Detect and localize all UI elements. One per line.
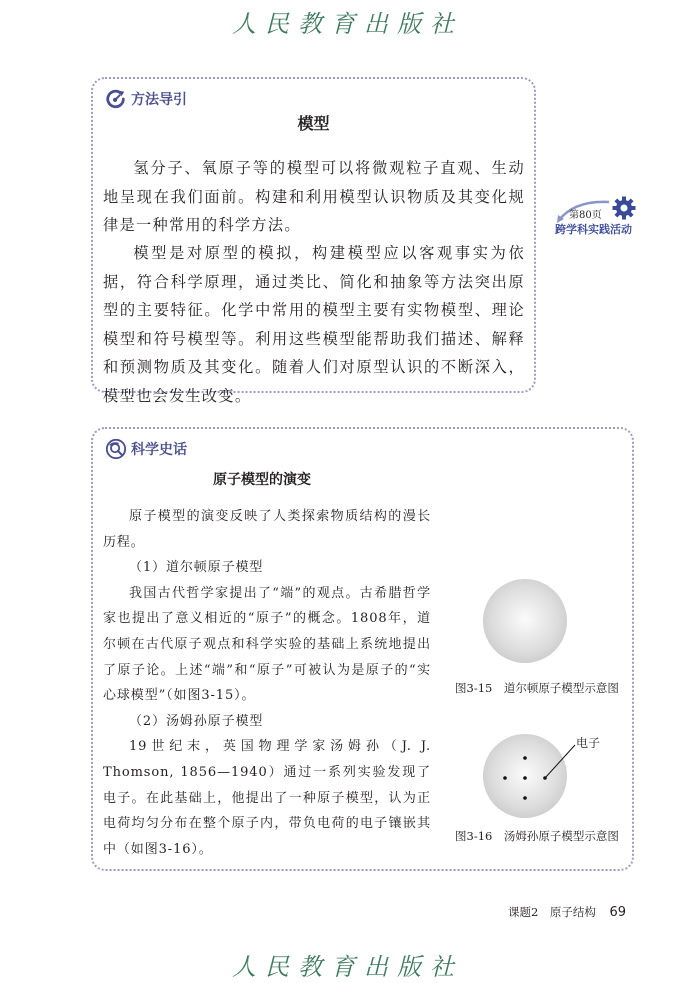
gear-icon xyxy=(612,196,636,220)
science-history-tag xyxy=(105,438,187,460)
page-footer xyxy=(508,904,626,920)
science-history-icon xyxy=(105,438,127,460)
publisher-logo-top: 人民教育出版社 xyxy=(232,10,463,38)
method-paragraph-2: 模型是对原型的模拟，构建模型应以客观事实为依据，符合科学原理，通过类比、简化和抽象等方法突出原型的主要特征。化学中常用的模型主要有实物模型、理论模型和符号模型等。利用这些模型能帮助我们描述、解释和预测物质及其变化。随着人们对原型认识的不断深入，模型也会发生改变。 xyxy=(103,244,525,405)
electron-markers xyxy=(483,724,623,824)
method-paragraph-1: 氢分子、氧原子等的模型可以将微观粒子直观、生动地呈现在我们面前。构建和利用模型认识物质及其变化规律是一种常用的科学方法。 xyxy=(103,159,525,234)
method-guide-tag xyxy=(105,88,187,110)
figure-caption-3-15: 图3-15 道尔顿原子模型示意图 xyxy=(455,681,619,695)
history-heading-dalton: （1）道尔顿原子模型 xyxy=(129,560,264,576)
side-page-ref: 第80页 xyxy=(569,210,602,221)
science-history-label: 科学史话 xyxy=(131,442,187,458)
science-history-box xyxy=(91,427,634,871)
method-guide-icon xyxy=(105,88,127,110)
publisher-logo-bottom: 人民教育出版社 xyxy=(232,953,463,981)
method-guide-box xyxy=(91,77,536,405)
figure-caption-3-16: 图3-16 汤姆孙原子模型示意图 xyxy=(455,829,619,843)
history-paragraph-dalton: 我国古代哲学家提出了“端”的观点。古希腊哲学家也提出了意义相近的“原子”的概念。1808年，道尔顿在古代原子观点和科学实验的基础上系统地提出了原子论。上述“端”和“原子”可被认为是原子的“实心球模型”（如图3-15）。 xyxy=(103,585,431,704)
chapter-label: 课题2 原子结构 xyxy=(508,905,596,919)
page-number: 69 xyxy=(609,905,627,920)
history-paragraph-intro: 原子模型的演变反映了人类探索物质结构的漫长历程。 xyxy=(103,509,431,550)
section-title-model: 模型 xyxy=(297,114,330,133)
section-title-atom-evolution: 原子模型的演变 xyxy=(213,472,311,488)
method-guide-label: 方法导引 xyxy=(131,92,187,108)
history-heading-thomson: （2）汤姆孙原子模型 xyxy=(129,713,264,729)
electron-label: 电子 xyxy=(576,736,601,750)
history-text-column xyxy=(103,504,431,862)
side-link-label: 跨学科实践活动 xyxy=(555,223,632,236)
solid-sphere-diagram xyxy=(483,579,567,663)
cross-discipline-link[interactable] xyxy=(555,196,645,241)
history-paragraph-thomson: 19世纪末，英国物理学家汤姆孙（J. J. Thomson, 1856—1940）通过一系列实验发现了电子。在此基础上，他提出了一种原子模型，认为正电荷均匀分布在整个原子内，带负电荷的电子镶嵌其中（如图3-16）。 xyxy=(103,739,431,857)
